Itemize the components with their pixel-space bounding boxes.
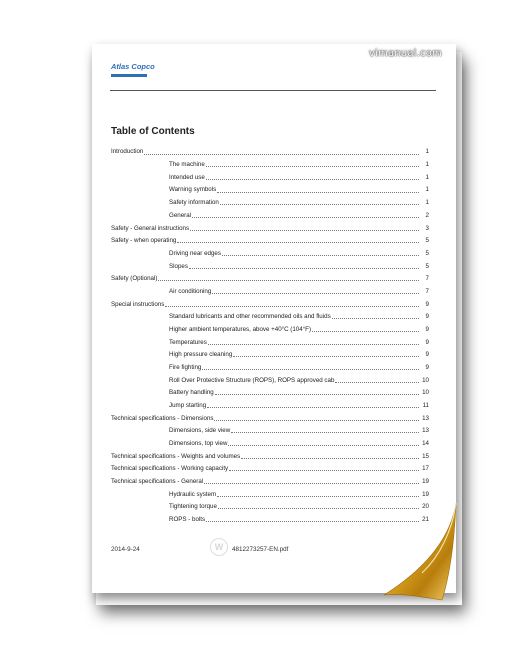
page-curl-icon: [382, 501, 462, 601]
toc-entry: [111, 194, 429, 207]
toc-entry: [111, 371, 429, 384]
toc-entry-label: Roll Over Protective Structure (ROPS), ROPS approved cab: [169, 376, 335, 384]
toc-entry-page: 1: [425, 186, 429, 194]
toc-entry: [111, 143, 429, 156]
toc-entry: [111, 257, 429, 270]
toc-entry-page: 15: [422, 452, 429, 460]
toc-leader-dots: [212, 293, 419, 294]
toc-entry-page: 9: [425, 338, 429, 346]
toc-entry-label: Safety - when operating: [111, 237, 177, 245]
toc-entry-label: Technical specifications - Working capacity: [111, 465, 229, 473]
toc-entry: [111, 156, 429, 169]
toc-leader-dots: [217, 496, 419, 497]
toc-entry-page: 14: [422, 439, 429, 447]
toc-entry-page: 7: [425, 275, 429, 283]
toc-entry-label: Hydraulic system: [169, 490, 217, 498]
toc-leader-dots: [217, 192, 419, 193]
toc-entry-page: 11: [422, 401, 429, 409]
toc-entry-label: Safety - General instructions: [111, 224, 190, 232]
toc-entry-page: 5: [425, 237, 429, 245]
toc-entry-label: Intended use: [169, 173, 205, 181]
toc-entry: [111, 422, 429, 435]
toc-entry: [111, 219, 429, 232]
toc-leader-dots: [206, 179, 419, 180]
toc-entry-page: 1: [425, 173, 429, 181]
toc-entry-page: 1: [425, 148, 429, 156]
toc-entry-page: 5: [425, 262, 429, 270]
toc-leader-dots: [207, 407, 419, 408]
toc-entry-page: 13: [422, 414, 429, 422]
toc-entry: [111, 168, 429, 181]
toc-entry-page: 19: [422, 490, 429, 498]
footer-date: 2014-9-24: [111, 546, 140, 553]
toc-entry-page: 1: [425, 161, 429, 169]
toc-entry-page: 20: [422, 503, 429, 511]
footer-document-id: 4812273257-EN.pdf: [232, 546, 289, 553]
toc-entry-label: ROPS - bolts: [169, 515, 206, 523]
logo-text: Atlas Copco: [111, 62, 155, 71]
toc-entry: [111, 460, 429, 473]
toc-entry: [111, 295, 429, 308]
toc-leader-dots: [208, 344, 419, 345]
toc-entry: [111, 333, 429, 346]
toc-entry: [111, 232, 429, 245]
toc-entry-label: Warning symbols: [169, 186, 217, 194]
toc-entry: [111, 485, 429, 498]
toc-entry-page: 10: [422, 389, 429, 397]
toc-entry: [111, 396, 429, 409]
toc-entry-page: 1: [425, 199, 429, 207]
toc-entry: [111, 320, 429, 333]
toc-entry-label: Battery handling: [169, 389, 214, 397]
toc-entry: [111, 181, 429, 194]
toc-leader-dots: [204, 483, 419, 484]
toc-entry-page: 9: [425, 351, 429, 359]
toc-entry-label: Tightening torque: [169, 503, 217, 511]
toc-entry-label: Driving near edges: [169, 249, 221, 257]
toc-entry: [111, 308, 429, 321]
toc-entry: [111, 206, 429, 219]
table-of-contents: [111, 143, 429, 523]
logo-underline: [111, 74, 147, 77]
toc-entry-label: Technical specifications - Weights and volumes: [111, 452, 241, 460]
toc-entry: [111, 472, 429, 485]
toc-entry-page: 9: [425, 325, 429, 333]
toc-leader-dots: [165, 306, 419, 307]
toc-leader-dots: [215, 394, 419, 395]
toc-leader-dots: [222, 255, 419, 256]
toc-leader-dots: [231, 432, 419, 433]
footer-watermark-icon: W: [210, 538, 228, 556]
toc-entry-label: Higher ambient temperatures, above +40°C (104°F): [169, 325, 312, 333]
toc-entry-label: General: [169, 211, 192, 219]
toc-entry-page: 17: [422, 465, 429, 473]
toc-entry-page: 7: [425, 287, 429, 295]
toc-leader-dots: [312, 331, 419, 332]
atlas-copco-logo: [111, 62, 155, 80]
toc-entry-label: Safety information: [169, 199, 219, 207]
site-watermark: vimanual.com: [368, 48, 442, 59]
toc-leader-dots: [332, 318, 419, 319]
toc-entry-label: Temperatures: [169, 338, 207, 346]
toc-entry-page: 21: [422, 515, 429, 523]
toc-leader-dots: [158, 280, 419, 281]
toc-entry-label: Dimensions, top view: [169, 439, 228, 447]
toc-entry-page: 5: [425, 249, 429, 257]
toc-leader-dots: [241, 458, 419, 459]
toc-entry: [111, 384, 429, 397]
toc-leader-dots: [189, 268, 419, 269]
header-divider: [110, 90, 436, 91]
toc-entry: [111, 434, 429, 447]
toc-entry-page: 9: [425, 300, 429, 308]
toc-entry-page: 2: [425, 211, 429, 219]
toc-entry-page: 10: [422, 376, 429, 384]
toc-entry-label: Standard lubricants and other recommended oils and fluids: [169, 313, 331, 321]
toc-title: Table of Contents: [111, 126, 195, 137]
toc-entry: [111, 409, 429, 422]
toc-leader-dots: [144, 154, 419, 155]
toc-leader-dots: [177, 242, 419, 243]
toc-entry: [111, 282, 429, 295]
toc-entry-label: The machine: [169, 161, 205, 169]
toc-entry-page: 9: [425, 363, 429, 371]
toc-entry-page: 3: [425, 224, 429, 232]
toc-entry-label: Fire fighting: [169, 363, 202, 371]
toc-entry-label: Jump starting: [169, 401, 207, 409]
toc-entry-label: Dimensions, side view: [169, 427, 231, 435]
toc-entry-label: Air conditioning: [169, 287, 212, 295]
toc-leader-dots: [192, 217, 419, 218]
toc-entry-label: Technical specifications - General: [111, 477, 204, 485]
toc-leader-dots: [214, 420, 419, 421]
toc-entry: [111, 447, 429, 460]
toc-leader-dots: [233, 356, 419, 357]
toc-leader-dots: [335, 382, 419, 383]
toc-leader-dots: [228, 445, 419, 446]
toc-leader-dots: [206, 166, 419, 167]
toc-entry: [111, 270, 429, 283]
toc-entry-label: Safety (Optional): [111, 275, 158, 283]
toc-entry-label: Slopes: [169, 262, 188, 270]
toc-leader-dots: [202, 369, 419, 370]
toc-leader-dots: [220, 204, 419, 205]
toc-entry: [111, 244, 429, 257]
toc-entry-label: High pressure cleaning: [169, 351, 233, 359]
toc-entry: [111, 346, 429, 359]
toc-entry-label: Special instructions: [111, 300, 165, 308]
toc-leader-dots: [229, 470, 419, 471]
toc-entry-page: 19: [422, 477, 429, 485]
toc-entry: [111, 358, 429, 371]
toc-leader-dots: [190, 230, 419, 231]
toc-entry-page: 9: [425, 313, 429, 321]
toc-entry-page: 13: [422, 427, 429, 435]
toc-entry-label: Introduction: [111, 148, 144, 156]
toc-entry-label: Technical specifications - Dimensions: [111, 414, 214, 422]
